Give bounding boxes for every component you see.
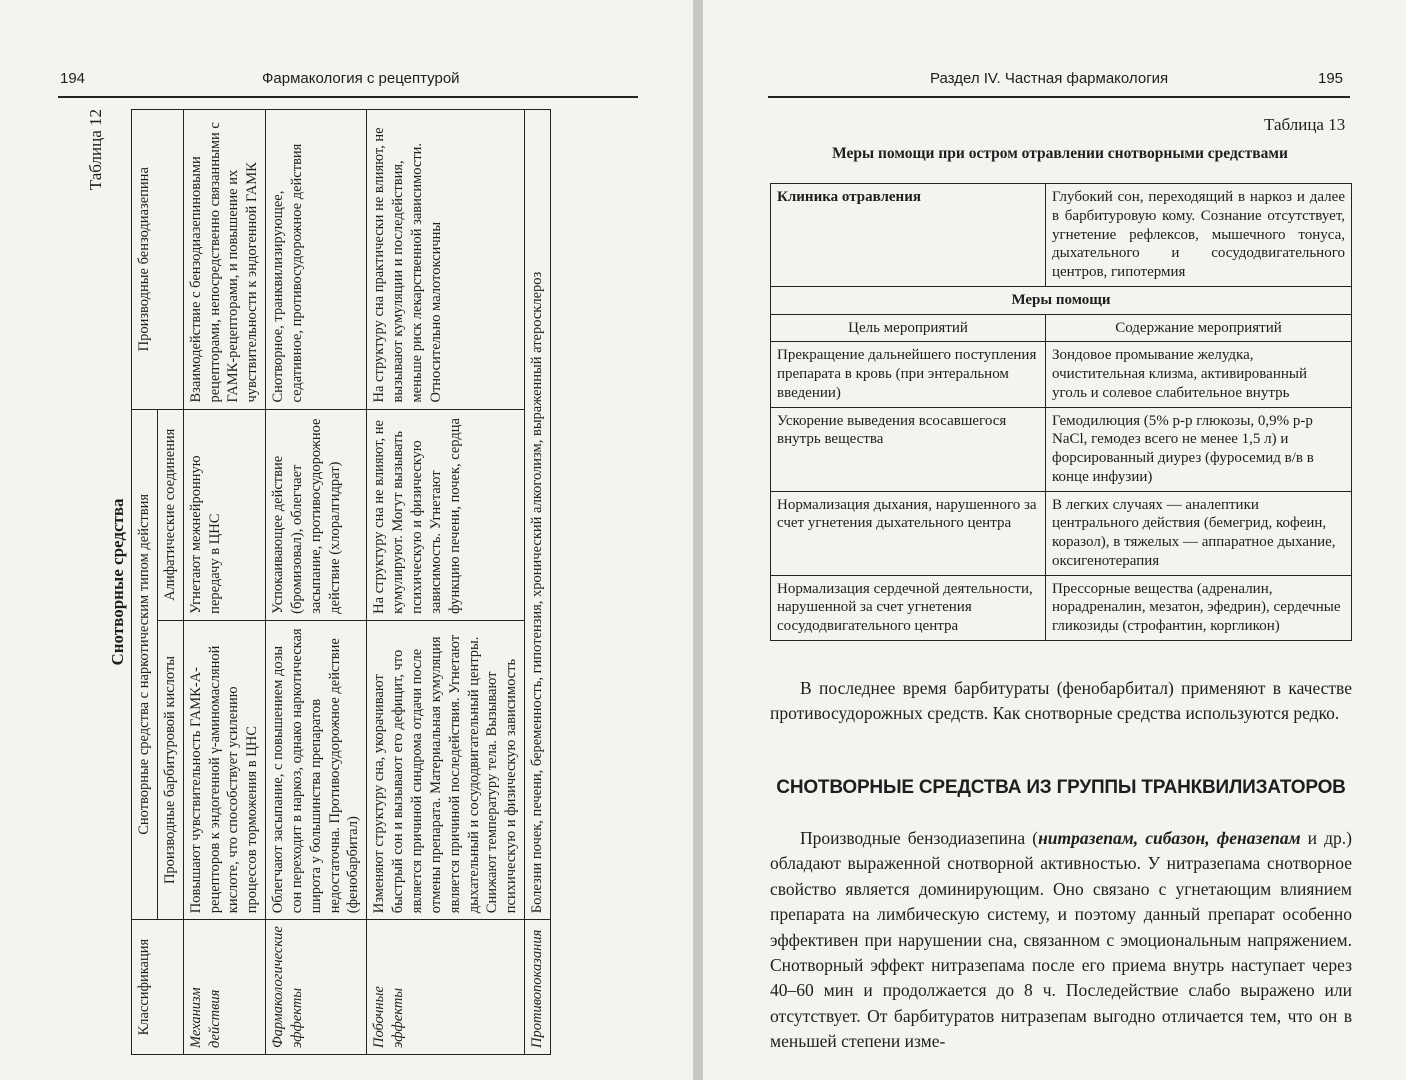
- table-row: [266, 110, 367, 1055]
- header-aliphatic: Алифатические соединения: [157, 409, 183, 620]
- cell: Изменяют структуру сна, укорачивают быстрый сон и вызывают его дефицит, что является причиной синдрома отдачи после отмены препарата. Материальная кумуляция является причиной последействия. Угнетают дыхательный и сосудодвигательный центры. Снижают температуру тела. Вызывают психическую и физическую зависимость: [367, 620, 525, 919]
- cell: Угнетают межнейронную передачу в ЦНС: [183, 409, 265, 620]
- col-header-goal: Цель мероприятий: [771, 314, 1046, 342]
- cell: На структуру сна практически не влияют, не вызывают кумуляции и последействия, меньше риск лекарственной зависимости. Относительно малотоксичны: [367, 110, 525, 410]
- left-page-number: 194: [60, 70, 86, 87]
- right-running-title: Раздел IV. Частная фармакология: [930, 70, 1169, 87]
- cell: Повышают чувствительность ГАМК-А-рецепторов к эндогенной γ-аминомасляной кислоте, что способствует усилению процессов торможения в ЦНС: [183, 620, 265, 919]
- header-barbiturates: Производные барбитуровой кислоты: [157, 620, 183, 919]
- right-header-rule: [768, 96, 1350, 98]
- text-run: и др.) обладают выраженной снотворной активностью. У нитразепама снотворное свойство является доминирующим. Оно связано с угнетающим влиянием препарата на лимбическую систему, и поэтому данный препарат особенно эффективен при нарушении сна, связанном с эмоциональным напряжением. Снотворный эффект нитразепама после его приема внутрь наступает через 40–60 мин и продолжается до 8 ч. Последействие слабо выражено или отсутствует. От барбитуратов нитразепам выгодно отличается тем, что он в меньшей степени изме-: [770, 828, 1352, 1051]
- table-row: [367, 110, 525, 1055]
- left-running-title: Фармакология с рецептурой: [262, 70, 460, 87]
- table-12-label: Таблица 12: [86, 109, 105, 191]
- cell: Успокаивающее действие (бромизовал), облегчает засыпание, противосудорожное действие (хлоралгидрат): [266, 409, 367, 620]
- table-row: [771, 342, 1352, 407]
- paragraph-text: [770, 826, 1352, 1054]
- cell: На структуру сна не влияют, не кумулируют. Могут вызывать психическую и физическую зависимость. Угнетают функцию печени, почек, сердца: [367, 409, 525, 620]
- clinic-text: Глубокий сон, переходящий в наркоз и далее в барбитуровую кому. Сознание отсутствует, угнетение рефлексов, мышечного тонуса, дыхательного и сосудодвигательного центров, гипотермия: [1046, 184, 1352, 287]
- row-label: Побочные эффекты: [367, 920, 525, 1055]
- header-benzodiazepines: Производные бензодиазепина: [132, 110, 184, 410]
- paragraph-barbiturates: [770, 676, 1352, 727]
- content-cell: Зондовое промывание желудка, очистительная клизма, активированный уголь и солевое слабительное внутрь: [1046, 342, 1352, 407]
- cell: Болезни почек, печени, беременность, гипотензия, хронический алкоголизм, выраженный атеросклероз: [525, 110, 551, 920]
- paragraph-text: В последнее время барбитураты (фенобарбитал) применяют в качестве противосудорожных средств. Как снотворные средства используются редко.: [770, 678, 1352, 724]
- table-row: [525, 110, 551, 1055]
- cell: Снотворное, транквилизирующее, седативное, противосудорожное действия: [266, 110, 367, 410]
- table-row: [771, 407, 1352, 491]
- left-header-rule: [58, 96, 638, 98]
- table-row: [771, 575, 1352, 640]
- cell: Облегчают засыпание, с повышением дозы сон переходит в наркоз, однако наркотическая широта у большинства препаратов недостаточна. Противосудорожное действие (фенобарбитал): [266, 620, 367, 919]
- header-classification: Классификация: [132, 920, 184, 1055]
- content-cell: Прессорные вещества (адреналин, норадреналин, мезатон, эфедрин), сердечные гликозиды (строфантин, коргликон): [1046, 575, 1352, 640]
- paragraph-benzodiazepines: [770, 826, 1352, 1054]
- help-header: Меры помощи: [771, 286, 1352, 314]
- col-header-content: Содержание мероприятий: [1046, 314, 1352, 342]
- section-heading: СНОТВОРНЫЕ СРЕДСТВА ИЗ ГРУППЫ ТРАНКВИЛИЗАТОРОВ: [776, 777, 1346, 798]
- hypnotics-table: [131, 109, 551, 1055]
- content-cell: Гемодилюция (5% р-р глюкозы, 0,9% р-р NaCl, гемодез всего не менее 1,5 л) и форсированный диурез (фуросемид в/в в конце инфузии): [1046, 407, 1352, 491]
- table-13-label: Таблица 13: [1264, 115, 1346, 134]
- row-label: Механизм действия: [183, 920, 265, 1055]
- table-row: [183, 110, 265, 1055]
- goal-cell: Ускорение выведения всосавшегося внутрь вещества: [771, 407, 1046, 491]
- rotated-table-12: [86, 109, 646, 1055]
- book-gutter: [693, 0, 703, 1080]
- header-narcotic-group: Снотворные средства с наркотическим типом действия: [132, 409, 158, 920]
- left-page: [0, 0, 693, 1080]
- clinic-label: Клиника отравления: [771, 184, 1046, 287]
- goal-cell: Прекращение дальнейшего поступления препарата в кровь (при энтеральном введении): [771, 342, 1046, 407]
- content-cell: В легких случаях — аналептики центрального действия (бемегрид, кофеин, коразол), в тяжелых — аппаратное дыхание, оксигенотерапия: [1046, 491, 1352, 575]
- row-label: Фармакологические эффекты: [266, 920, 367, 1055]
- poisoning-help-table: [770, 183, 1352, 641]
- text-run: Производные бензодиазепина (: [800, 828, 1039, 848]
- cell: Взаимодействие с бензодиазепиновыми рецепторами, непосредственно связанными с ГАМК-рецепторами, и повышение их чувствительности к эндогенной ГАМК: [183, 110, 265, 410]
- table-13-title: Меры помощи при остром отравлении снотворными средствами: [832, 145, 1288, 162]
- right-page-number: 195: [1318, 70, 1344, 87]
- table-row: [771, 491, 1352, 575]
- drug-names: нитразепам, сибазон, феназепам: [1038, 828, 1301, 848]
- goal-cell: Нормализация сердечной деятельности, нарушенной за счет угнетения сосудодвигательного центра: [771, 575, 1046, 640]
- row-label: Противопоказания: [525, 920, 551, 1055]
- table-12-title: Снотворные средства: [108, 498, 127, 666]
- goal-cell: Нормализация дыхания, нарушенного за счет угнетения дыхательного центра: [771, 491, 1046, 575]
